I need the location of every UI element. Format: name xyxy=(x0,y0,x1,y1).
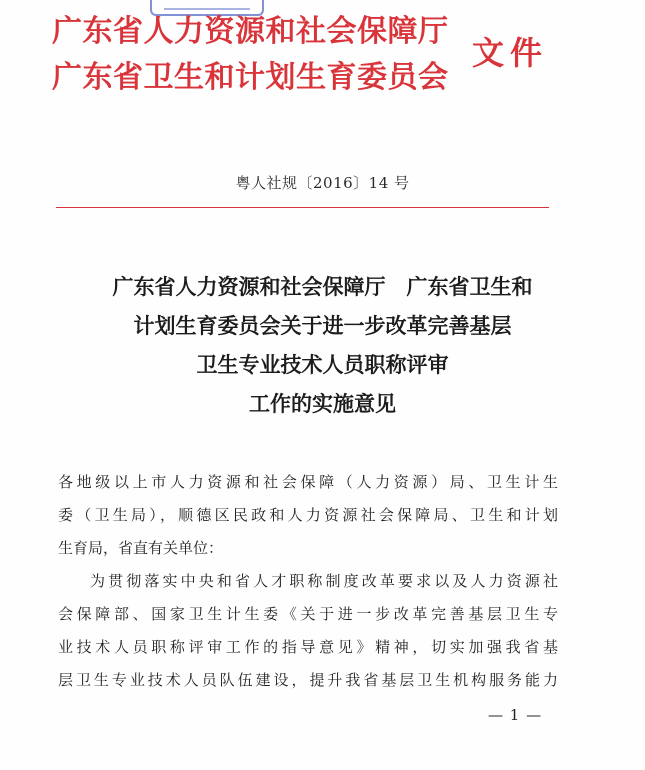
document-header xyxy=(52,6,572,96)
title-line-2: 计划生育委员会关于进一步改革完善基层 xyxy=(133,313,512,338)
title-line-4: 工作的实施意见 xyxy=(249,391,396,416)
addressee-line-1: 各地级以上市人力资源和社会保障（人力资源）局、卫生计生 xyxy=(58,473,558,491)
addressee-line-2: 委（卫生局），顺德区民政和人力资源社会保障局、卫生和计划 xyxy=(58,506,558,524)
title-line-3: 卫生专业技术人员职称评审 xyxy=(196,352,449,377)
issuer-line-1: 广东省人力资源和社会保障厅 xyxy=(52,14,449,49)
document-body xyxy=(58,466,558,697)
paragraph-line-3: 业技术人员职称评审工作的指导意见》精神，切实加强我省基 xyxy=(58,638,558,656)
document-title xyxy=(40,267,605,423)
document-type-label: 文件 xyxy=(472,34,549,72)
title-line-1: 广东省人力资源和社会保障厅 广东省卫生和 xyxy=(112,274,533,299)
document-number: 粤人社规〔2016〕14 号 xyxy=(235,174,410,192)
issuer-line-2: 广东省卫生和计划生育委员会 xyxy=(52,60,449,95)
paragraph-line-2: 会保障部、国家卫生计生委《关于进一步改革完善基层卫生专 xyxy=(58,605,558,623)
addressee-line-3: 生育局，省直有关单位： xyxy=(58,539,224,557)
paragraph-line-4: 层卫生专业技术人员队伍建设，提升我省基层卫生机构服务能力 xyxy=(58,671,558,689)
page-number: — 1 — xyxy=(488,706,543,724)
red-divider-line xyxy=(56,207,549,208)
paragraph-line-1: 为贯彻落实中央和省人才职称制度改革要求以及人力资源社 xyxy=(90,572,558,590)
